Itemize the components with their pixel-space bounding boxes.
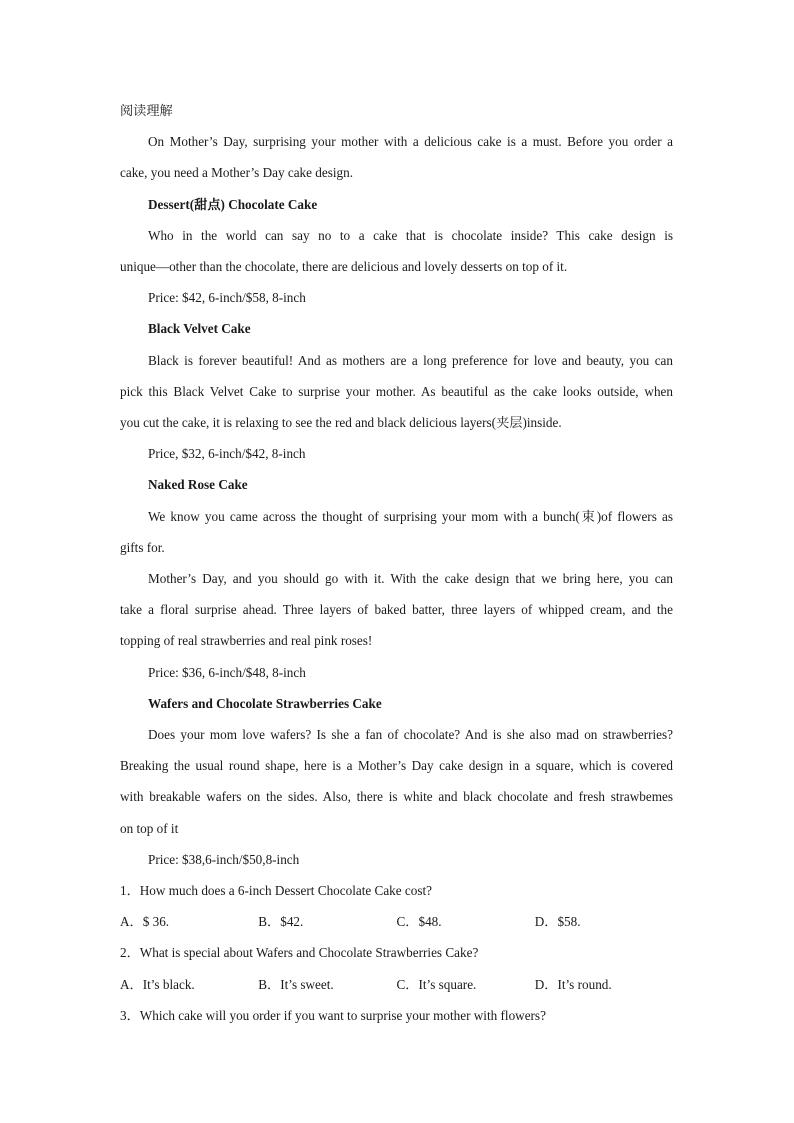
- cake-description-line: with breakable wafers on the sides. Also, there is white and black chocolate and fresh strawbemes: [120, 789, 673, 805]
- reading-comprehension: [120, 95, 673, 1031]
- cake-description-line: topping of real strawberries and real pink roses!: [120, 633, 373, 649]
- question-3: 3．Which cake will you order if you want to surprise your mother with flowers?: [120, 1007, 546, 1023]
- cake-description-line: on top of it: [120, 820, 179, 836]
- cake-price: Price: $36, 6-inch/$48, 8-inch: [148, 664, 306, 680]
- option-d: D．$58.: [534, 914, 581, 930]
- section-title: 阅读理解: [120, 103, 173, 118]
- cake-description-line: Who in the world can say no to a cake that is chocolate inside? This cake design is: [148, 227, 673, 243]
- cake-description-line: you cut the cake, it is relaxing to see the red and black delicious layers(夹层)inside.: [120, 415, 562, 431]
- intro-line: cake, you need a Mother’s Day cake design.: [120, 165, 354, 181]
- cake-description-line: Breaking the usual round shape, here is a Mother’s Day cake design in a square, which is covered: [120, 758, 673, 774]
- question-1: 1．How much does a 6-inch Dessert Chocolate Cake cost?: [120, 883, 433, 899]
- intro-line: On Mother’s Day, surprising your mother with a delicious cake is a must. Before you order a: [148, 134, 673, 150]
- option-c: C．$48.: [396, 914, 442, 930]
- option-d: D．It’s round.: [534, 976, 612, 992]
- question-1-options: [120, 906, 673, 937]
- cake-description-line: unique—other than the chocolate, there are delicious and lovely desserts on top of it.: [120, 259, 568, 275]
- cake-price: Price: $42, 6-inch/$58, 8-inch: [148, 290, 306, 306]
- cake-price: Price: $38,6-inch/$50,8-inch: [148, 851, 300, 867]
- question-2: 2．What is special about Wafers and Chocolate Strawberries Cake?: [120, 945, 479, 961]
- cake-description-line: pick this Black Velvet Cake to surprise your mother. As beautiful as the cake looks outside, when: [120, 383, 673, 399]
- cake-description-line: Mother’s Day, and you should go with it. With the cake design that we bring here, you can: [148, 571, 673, 587]
- cake-title-naked-rose: Naked Rose Cake: [148, 477, 248, 493]
- option-a: A．$ 36.: [120, 914, 170, 930]
- option-b: B．It’s sweet.: [258, 976, 334, 992]
- cake-description-line: Does your mom love wafers? Is she a fan of chocolate? And is she also mad on strawberries?: [148, 727, 673, 743]
- cake-title-black-velvet: Black Velvet Cake: [148, 321, 251, 337]
- cake-description-line: Black is forever beautiful! And as mothers are a long preference for love and beauty, you can: [148, 352, 673, 368]
- option-a: A．It’s black.: [120, 976, 195, 992]
- cake-title-wafers-strawberries: Wafers and Chocolate Strawberries Cake: [148, 695, 382, 711]
- cake-description-line: gifts for.: [120, 539, 165, 555]
- question-2-options: [120, 969, 673, 1000]
- cake-price: Price, $32, 6-inch/$42, 8-inch: [148, 446, 306, 462]
- cake-title-dessert-chocolate: Dessert(甜点) Chocolate Cake: [148, 196, 318, 212]
- cake-description-line: take a floral surprise ahead. Three layers of baked batter, three layers of whipped cream, and the: [120, 602, 673, 618]
- cake-description-line: We know you came across the thought of surprising your mom with a bunch(束)of flowers as: [148, 508, 673, 524]
- option-b: B．$42.: [258, 914, 304, 930]
- option-c: C．It’s square.: [396, 976, 477, 992]
